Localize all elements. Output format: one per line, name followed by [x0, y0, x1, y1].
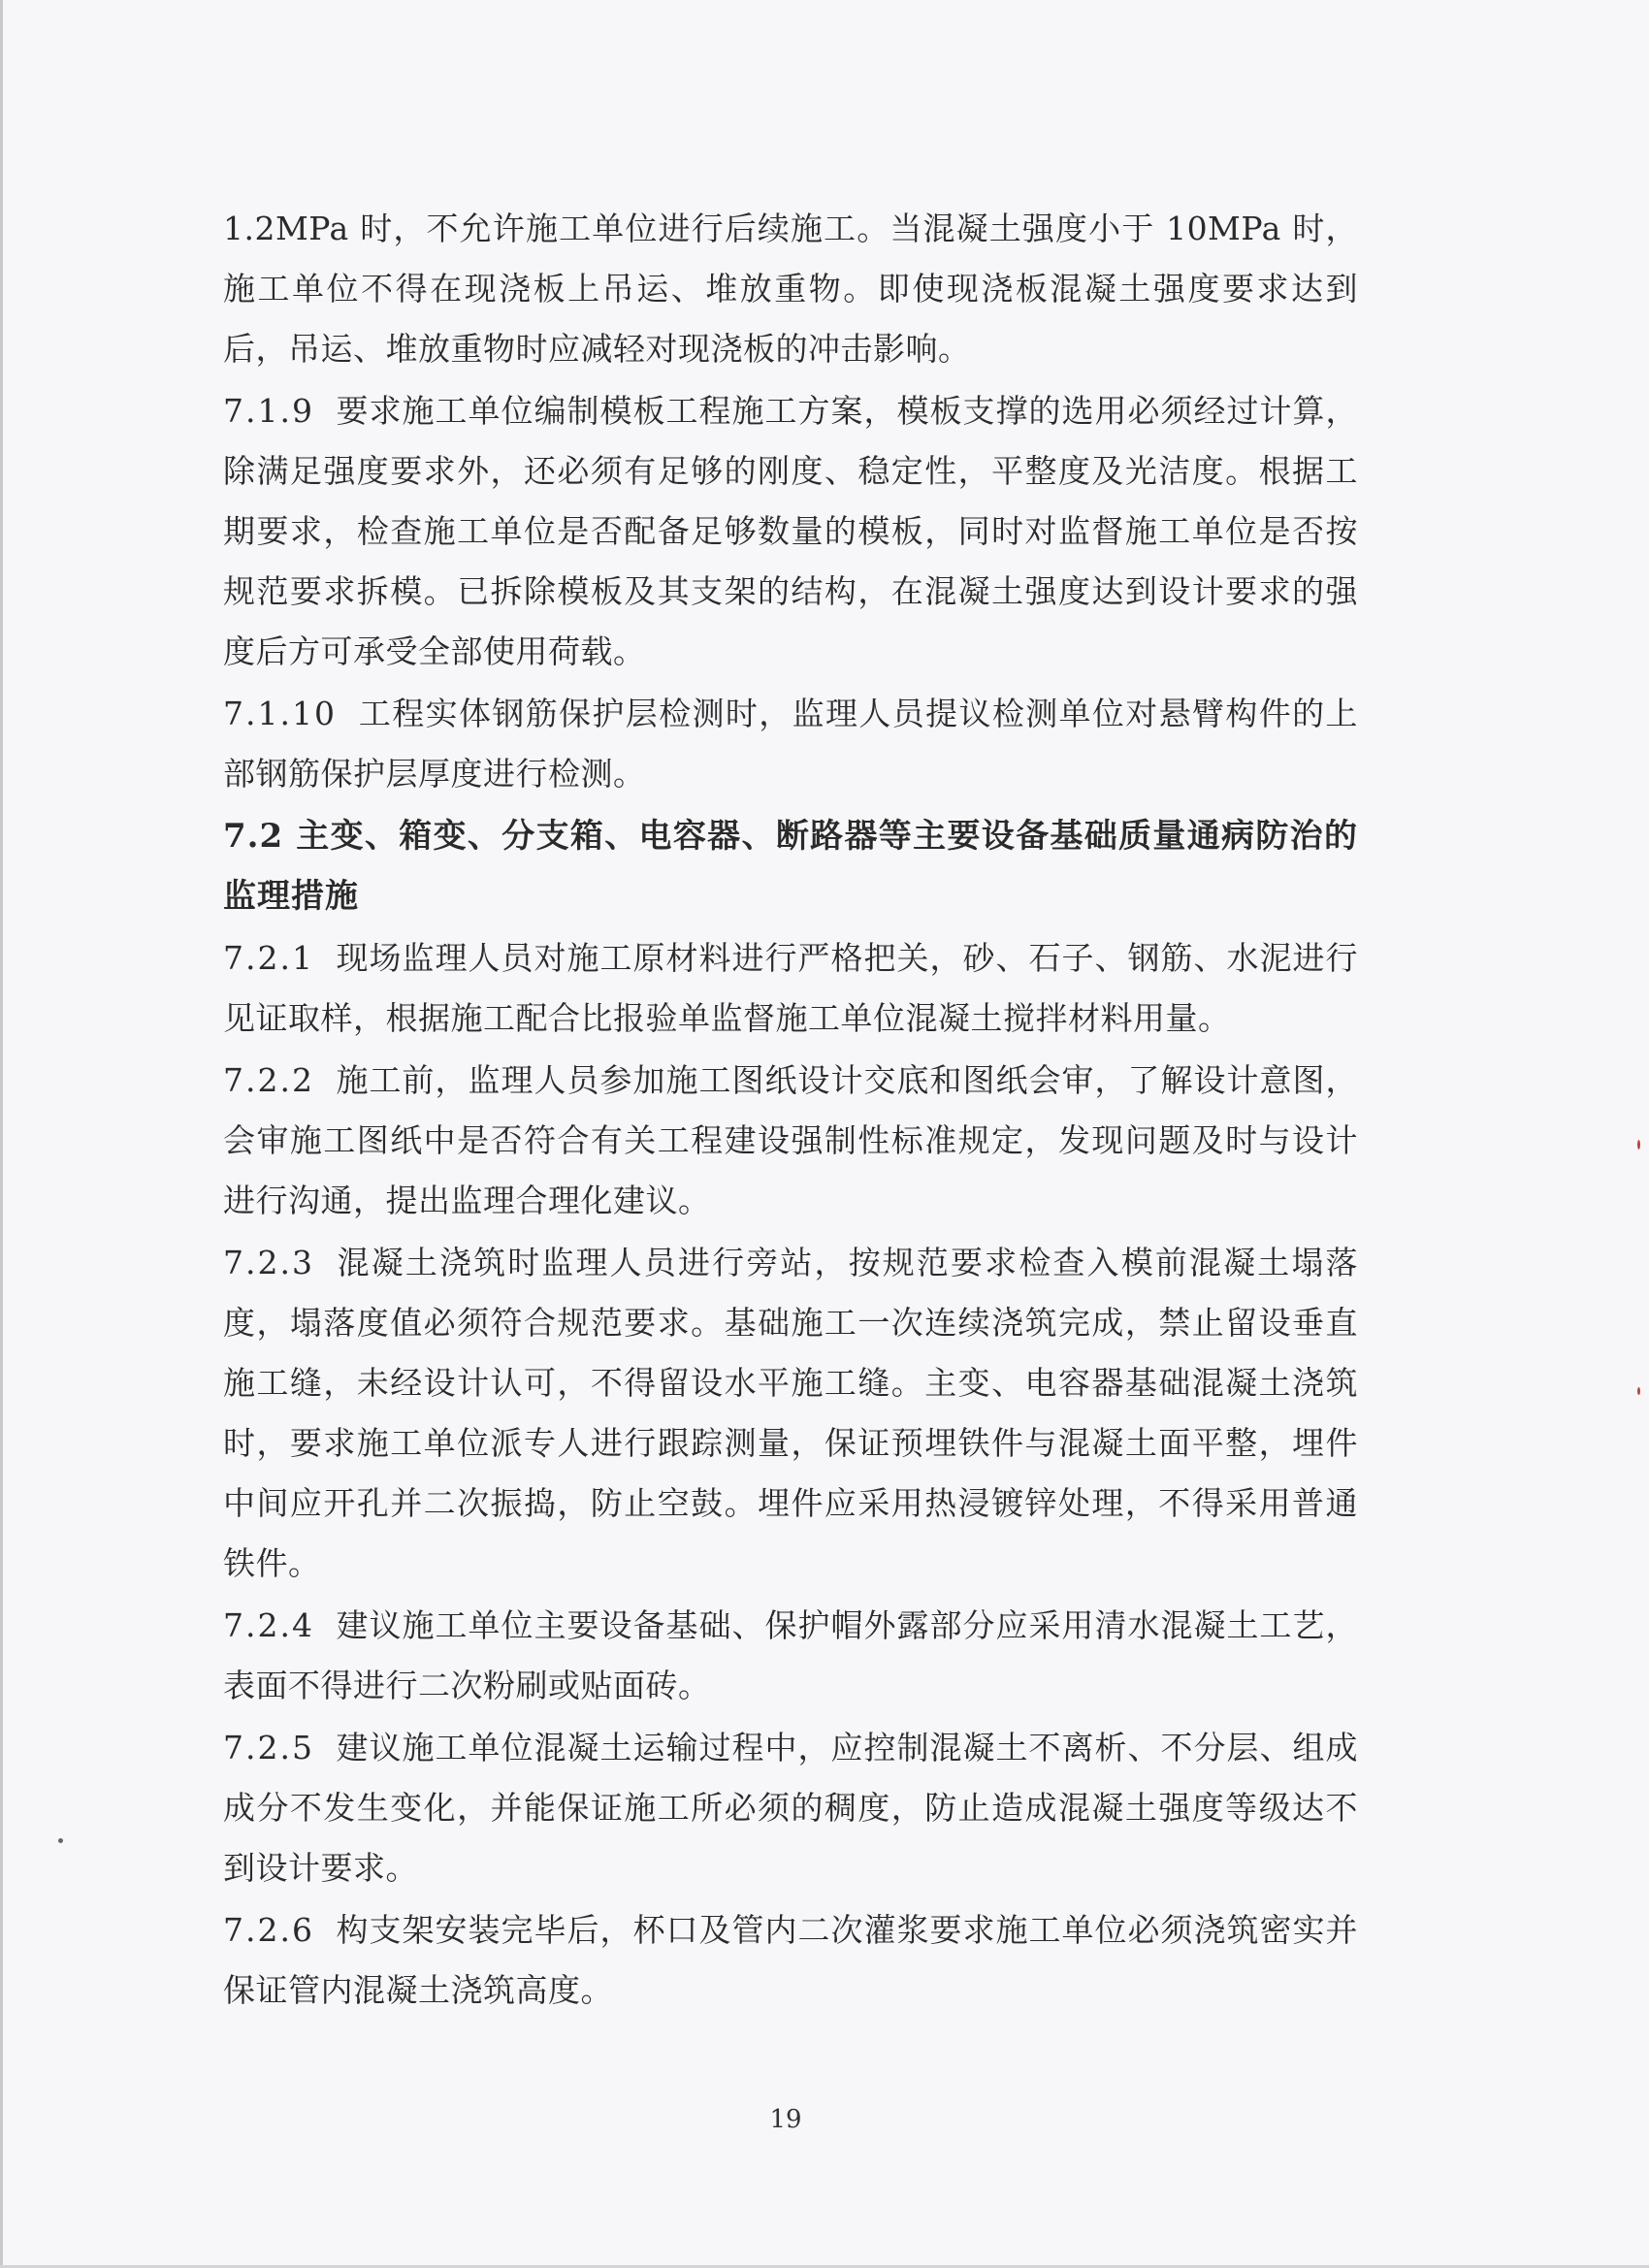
paragraph-7-2-3	[223, 1233, 1358, 1594]
page-content	[223, 199, 1358, 2023]
scan-speck	[1637, 1140, 1640, 1150]
scan-speck	[1637, 1387, 1640, 1395]
paragraph-text: 1.2MPa 时，不允许施工单位进行后续施工。当混凝土强度小于 10MPa 时，施工单位不得在现浇板上吊运、堆放重物。即使现浇板混凝土强度要求达到后，吊运、堆放重物时应减轻对现浇板的冲击影响。	[223, 210, 1359, 368]
paragraph-text: 建议施工单位混凝土运输过程中，应控制混凝土不离析、不分层、组成成分不发生变化，并能保证施工所必须的稠度，防止造成混凝土强度等级达不到设计要求。	[223, 1729, 1358, 1887]
paragraph-number: 7.2.2	[223, 1061, 314, 1099]
paragraph-7-2-1	[223, 928, 1358, 1049]
paragraph-7-2-6	[223, 1900, 1358, 2021]
paragraph-number: 7.2.6	[223, 1911, 314, 1949]
paragraph-number: 7.2.3	[223, 1244, 314, 1281]
paragraph-7-1-9	[223, 381, 1358, 682]
paragraph-7-1-10	[223, 684, 1358, 804]
paragraph-7-2-5	[223, 1718, 1358, 1898]
paragraph-text: 建议施工单位主要设备基础、保护帽外露部分应采用清水混凝土工艺，表面不得进行二次粉刷或贴面砖。	[223, 1606, 1358, 1704]
paragraph-number: 7.2.1	[223, 939, 314, 977]
paragraph-number: 7.2.5	[223, 1729, 314, 1766]
paragraph-number: 7.1.10	[223, 695, 337, 732]
paragraph-number: 7.2.4	[223, 1606, 314, 1644]
page-number: 19	[769, 2105, 802, 2134]
paragraph-continuation	[223, 199, 1358, 379]
scan-edge-left	[0, 0, 3, 2268]
paragraph-7-2-2	[223, 1051, 1358, 1231]
paragraph-number: 7.1.9	[223, 392, 314, 430]
paragraph-text: 工程实体钢筋保护层检测时，监理人员提议检测单位对悬臂构件的上部钢筋保护层厚度进行检测。	[223, 695, 1358, 793]
section-heading-7-2: 7.2 主变、箱变、分支箱、电容器、断路器等主要设备基础质量通病防治的监理措施	[223, 817, 1358, 916]
paragraph-7-2-4	[223, 1596, 1358, 1716]
scan-speck	[58, 1838, 63, 1843]
paragraph-text: 施工前，监理人员参加施工图纸设计交底和图纸会审，了解设计意图，会审施工图纸中是否符合有关工程建设强制性标准规定，发现问题及时与设计进行沟通，提出监理合理化建议。	[223, 1061, 1358, 1219]
paragraph-text: 构支架安装完毕后，杯口及管内二次灌浆要求施工单位必须浇筑密实并保证管内混凝土浇筑高度。	[223, 1911, 1358, 2009]
paragraph-text: 混凝土浇筑时监理人员进行旁站，按规范要求检查入模前混凝土塌落度，塌落度值必须符合规范要求。基础施工一次连续浇筑完成，禁止留设垂直施工缝，未经设计认可，不得留设水平施工缝。主变、电容器基础混凝土浇筑时，要求施工单位派专人进行跟踪测量，保证预埋铁件与混凝土面平整，埋件中间应开孔并二次振捣，防止空鼓。埋件应采用热浸镀锌处理，不得采用普通铁件。	[223, 1244, 1358, 1582]
paragraph-text: 现场监理人员对施工原材料进行严格把关，砂、石子、钢筋、水泥进行见证取样，根据施工配合比报验单监督施工单位混凝土搅拌材料用量。	[223, 939, 1358, 1037]
paragraph-text: 要求施工单位编制模板工程施工方案，模板支撑的选用必须经过计算，除满足强度要求外，还必须有足够的刚度、稳定性，平整度及光洁度。根据工期要求，检查施工单位是否配备足够数量的模板，同时对监督施工单位是否按规范要求拆模。已拆除模板及其支架的结构，在混凝土强度达到设计要求的强度后方可承受全部使用荷载。	[223, 392, 1358, 670]
